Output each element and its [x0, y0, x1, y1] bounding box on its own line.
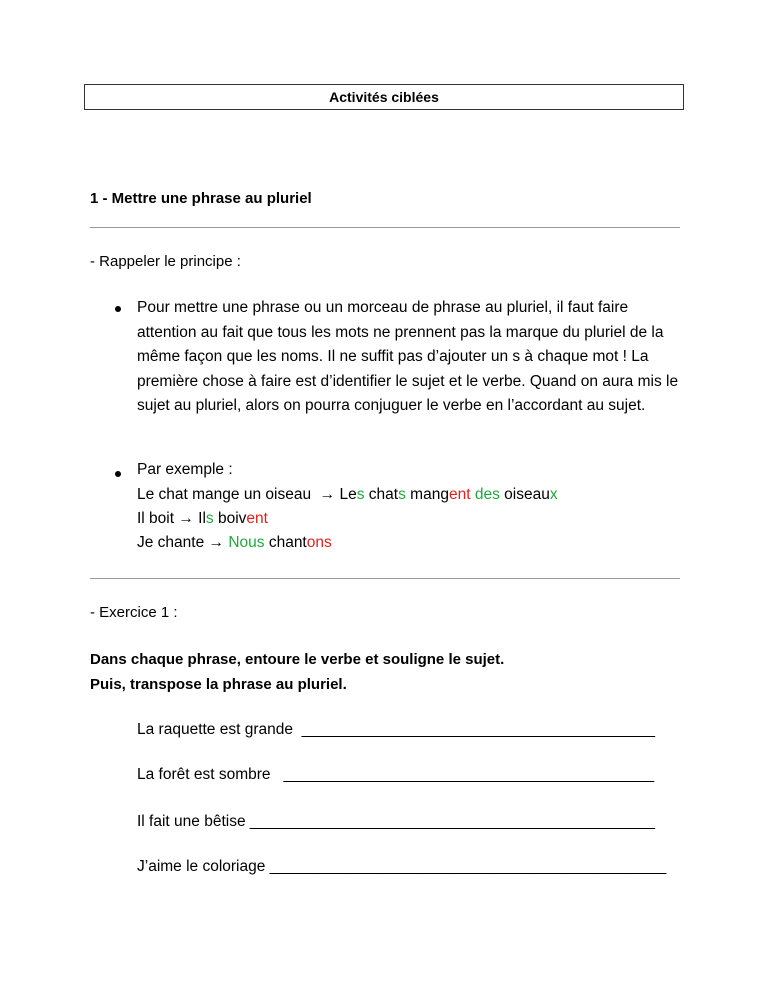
section-title: 1 - Mettre une phrase au pluriel: [90, 190, 312, 207]
exercise-instruction-2: Puis, transpose la phrase au pluriel.: [90, 676, 347, 693]
example3-ending: ons: [306, 534, 332, 551]
exercise-line-1[interactable]: La raquette est grande _________________________________________: [137, 721, 656, 738]
example1-text: Le: [339, 486, 357, 503]
example1-mark: des: [474, 486, 500, 503]
example1-mark: s: [356, 486, 365, 503]
divider-top: [90, 227, 680, 228]
exercise-line-4[interactable]: J’aime le coloriage ______________________________________________: [137, 858, 667, 875]
example2-mark: s: [205, 510, 214, 527]
example-intro: Par exemple :: [137, 461, 233, 478]
example3-text: chant: [264, 534, 307, 551]
example2-text: boiv: [213, 510, 247, 527]
example2-text: Il boit → Il: [137, 510, 206, 527]
exercise-instruction-1: Dans chaque phrase, entoure le verbe et souligne le sujet.: [90, 651, 505, 668]
example1-ending: ent: [448, 486, 471, 503]
example2-ending: ent: [246, 510, 268, 527]
divider-bottom: [90, 578, 680, 579]
exercise-line-3[interactable]: Il fait une bêtise _______________________________________________: [137, 813, 656, 830]
principle-paragraph: Pour mettre une phrase ou un morceau de phrase au pluriel, il faut faire attention au fait que tous les mots ne prennent pas la marque du pluriel de la même façon que les noms. Il ne suffit pas d’ajouter un s à chaque mot ! La première chose à faire est d’identifier le sujet et le verbe. Quand on aura mis le sujet au pluriel, alors on pourra conjuguer le verbe en l’accordant au sujet.: [137, 299, 679, 414]
page-title: Activités ciblées: [329, 89, 439, 105]
example1-text: mang: [405, 486, 449, 503]
example1-text: oiseau: [499, 486, 550, 503]
example1-original: Le chat mange un oiseau →: [137, 486, 340, 503]
example3-mark: Nous: [228, 534, 265, 551]
exercise-line-2[interactable]: La forêt est sombre ___________________________________________: [137, 766, 655, 783]
example-line-3: [137, 534, 332, 552]
principle-heading: - Rappeler le principe :: [90, 253, 241, 270]
example-line-2: [137, 510, 268, 528]
example1-mark: s: [398, 486, 406, 503]
example1-text: chat: [364, 486, 399, 503]
page-title-box: [84, 84, 684, 110]
bullet-icon: [115, 471, 121, 477]
exercise-heading: - Exercice 1 :: [90, 604, 178, 621]
example-line-1: [137, 486, 558, 504]
example1-mark: x: [549, 486, 558, 503]
example3-text: Je chante →: [137, 534, 229, 551]
bullet-icon: [115, 306, 121, 312]
